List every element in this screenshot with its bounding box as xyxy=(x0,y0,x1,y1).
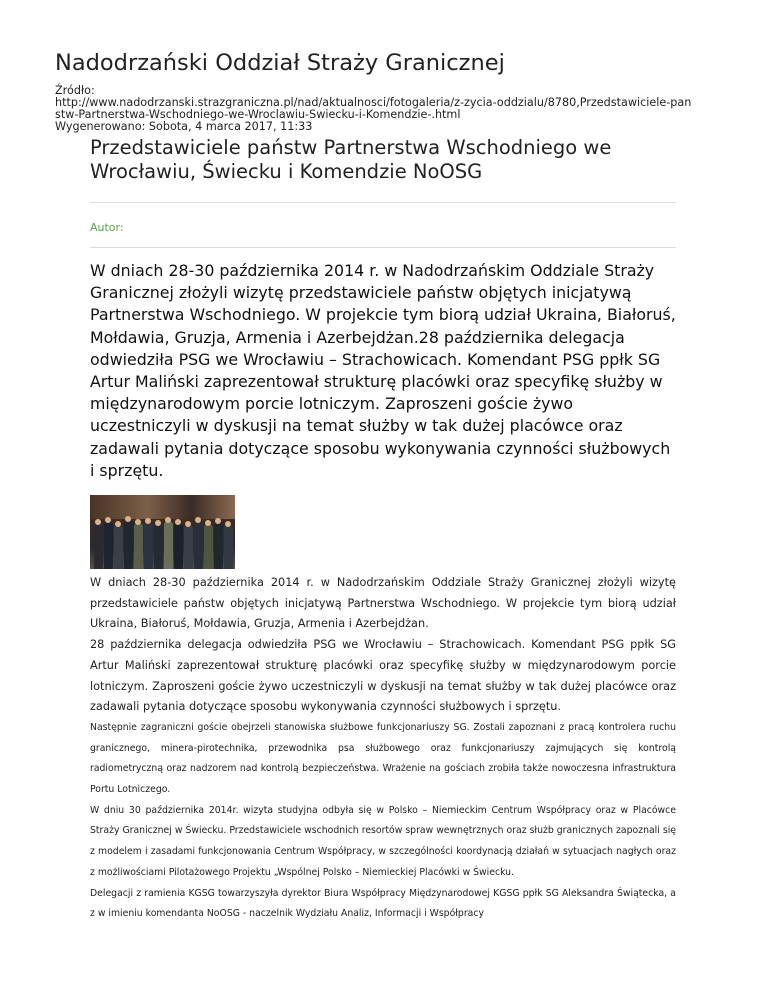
source-label: Źródło: xyxy=(55,84,95,97)
source-meta xyxy=(55,85,755,133)
article xyxy=(90,136,676,925)
article-body xyxy=(90,573,676,718)
source-url-line-2[interactable]: stw-Partnerstwa-Wschodniego-we-Wroclawiu-Swiecku-i-Komendzie-.html xyxy=(55,108,461,121)
article-lead: W dniach 28-30 października 2014 r. w Nadodrzańskim Oddziale Straży Granicznej złożyli wizytę przedstawiciele państw objętych inicjatywą Partnerstwa Wschodniego. W projekcie tym biorą udział Ukraina, Białoruś, Mołdawia, Gruzja, Armenia i Azerbejdżan.28 października delegacja odwiedziła PSG we Wrocławiu – Strachowicach. Komendant PSG ppłk SG Artur Maliński zaprezentował strukturę placówki oraz specyfikę służby w międzynarodowym porcie lotniczym. Zaproszeni goście żywo uczestniczyli w dyskusji na temat służby w tak dużej placówce oraz zadawali pytania dotyczące sposobu wykonywania czynności służbowych i sprzętu. xyxy=(90,261,676,480)
small-paragraph-1: Następnie zagraniczni goście obejrzeli stanowiska służbowe funkcjonariuszy SG. Zostali zapoznani z pracą kontrolera ruchu granicznego, minera-pirotechnika, przewodnika psa służbowego oraz funkcjonariuszy zajmujących się kontrolą radiometryczną oraz nadzorem nad kontrolą bezpieczeństwa. Wrażenie na gościach zrobiła także nowoczesna infrastruktura Portu Lotniczego. xyxy=(90,721,676,796)
body-paragraph-2: 28 października delegacja odwiedziła PSG we Wrocławiu – Strachowicach. Komendant PSG ppłk SG Artur Maliński zaprezentował strukturę placówki oraz specyfikę służby w międzynarodowym porcie lotniczym. Zaproszeni goście żywo uczestniczyli w dyskusji na temat służby w tak dużej placówce oraz zadawali pytania dotyczące sposobu wykonywania czynności służbowych i sprzętu. xyxy=(90,638,676,714)
delegation-photo xyxy=(90,495,235,569)
author-label: Autor: xyxy=(90,221,124,234)
divider-bottom xyxy=(90,247,676,248)
divider-top xyxy=(90,202,676,203)
small-paragraph-2: W dniu 30 października 2014r. wizyta studyjna odbyła się w Polsko – Niemieckim Centrum Współpracy oraz w Placówce Straży Granicznej w Świecku. Przedstawiciele wschodnich resortów spraw wewnętrznych oraz służb granicznych zapoznali się z modelem i zasadami funkcjonowania Centrum Współpracy, w szczególności koordynacją działań w sytuacjach nagłych oraz z możliwościami Pilotażowego Projektu „Wspólnej Polsko – Niemieckiej Placówki w Świecku. xyxy=(90,804,676,878)
article-body-small xyxy=(90,718,676,925)
generated-date: Wygenerowano: Sobota, 4 marca 2017, 11:33 xyxy=(55,120,313,133)
body-paragraph-1: W dniach 28-30 października 2014 r. w Nadodrzańskim Oddziale Straży Granicznej złożyli wizytę przedstawiciele państw objętych inicjatywą Partnerstwa Wschodniego. W projekcie tym biorą udział Ukraina, Białoruś, Mołdawia, Gruzja, Armenia i Azerbejdżan. xyxy=(90,576,676,631)
small-paragraph-3: Delegacji z ramienia KGSG towarzyszyła dyrektor Biura Współpracy Międzynarodowej KGSG ppłk SG Aleksandra Świątecka, a z w imieniu komendanta NoOSG - naczelnik Wydziału Analiz, Informacji i Współpracy xyxy=(90,887,676,920)
article-title: Przedstawiciele państw Partnerstwa Wschodniego we Wrocławiu, Świecku i Komendzie NoOSG xyxy=(90,136,612,183)
site-title: Nadodrzański Oddział Straży Granicznej xyxy=(55,50,505,76)
source-url-line-1[interactable]: http://www.nadodrzanski.strazgraniczna.pl/nad/aktualnosci/fotogaleria/z-zycia-oddzialu/8780,Przedstawiciele-pan xyxy=(55,96,692,109)
